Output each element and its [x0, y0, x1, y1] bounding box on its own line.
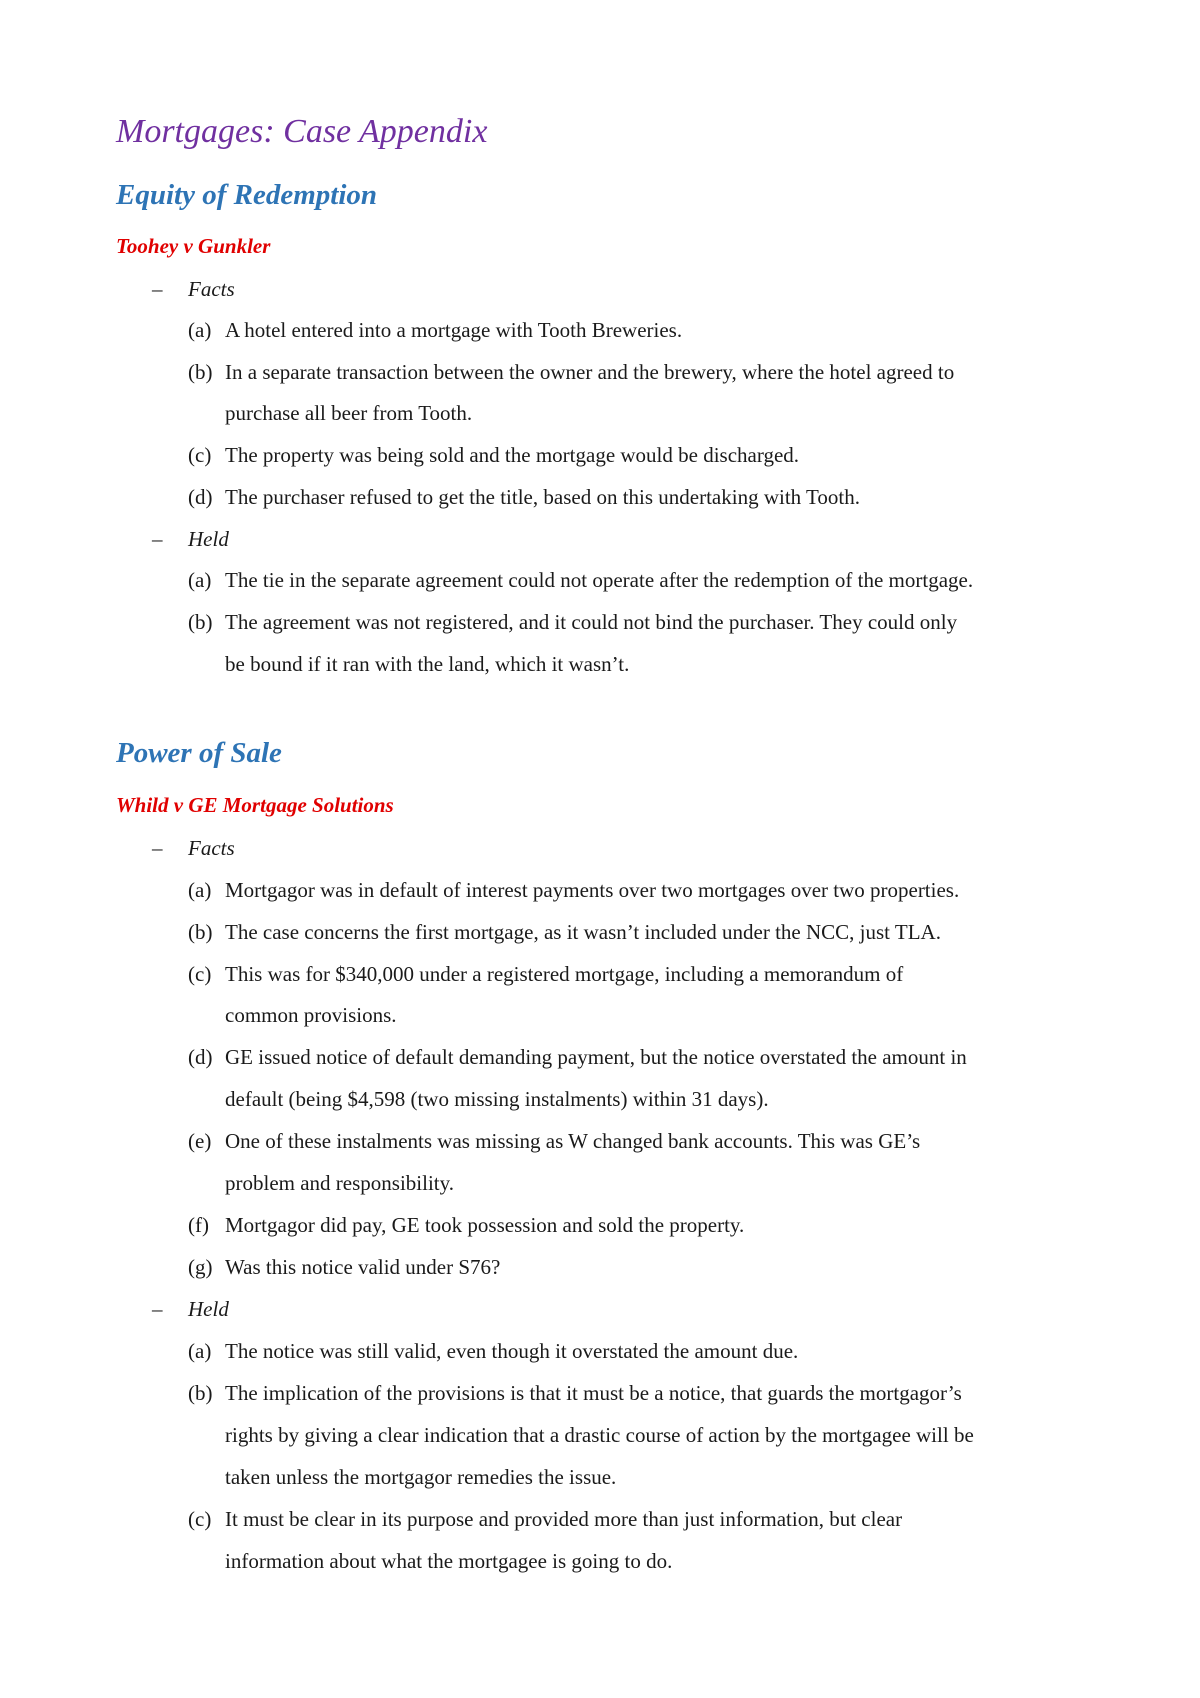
list-item — [188, 878, 959, 903]
list-item — [188, 920, 941, 945]
item-text: Mortgagor was in default of interest payments over two mortgages over two properties. — [225, 878, 960, 902]
item-text-continued: common provisions. — [225, 1003, 397, 1027]
list-item — [188, 360, 954, 385]
held-label: Held — [188, 1297, 229, 1321]
item-text: The agreement was not registered, and it could not bind the purchaser. They could only — [225, 610, 958, 634]
item-text: The implication of the provisions is that it must be a notice, that guards the mortgagor’s — [225, 1381, 962, 1405]
item-marker: (a) — [188, 878, 212, 902]
list-item — [188, 1381, 962, 1406]
item-marker: (b) — [188, 610, 213, 634]
item-marker: (b) — [188, 1381, 213, 1405]
list-item — [188, 1507, 902, 1532]
dash-bullet: – — [152, 277, 163, 301]
list-item — [188, 318, 682, 343]
item-marker: (c) — [188, 443, 212, 467]
list-item — [188, 568, 973, 593]
item-text: It must be clear in its purpose and provided more than just information, but clear — [225, 1507, 903, 1531]
item-text: A hotel entered into a mortgage with Tooth Breweries. — [225, 318, 683, 342]
list-item — [188, 1213, 744, 1238]
list-item — [188, 1339, 798, 1364]
item-marker: (e) — [188, 1129, 212, 1153]
case-name: Toohey v Gunkler — [116, 234, 271, 258]
list-item — [188, 1255, 500, 1280]
item-text: The notice was still valid, even though it overstated the amount due. — [225, 1339, 799, 1363]
item-text-continued: taken unless the mortgagor remedies the issue. — [225, 1465, 617, 1489]
item-text-continued: purchase all beer from Tooth. — [225, 401, 473, 425]
case-name: Whild v GE Mortgage Solutions — [116, 793, 394, 817]
item-marker: (f) — [188, 1213, 209, 1237]
list-item — [188, 962, 903, 987]
item-marker: (b) — [188, 360, 213, 384]
dash-bullet: – — [152, 1297, 163, 1321]
item-marker: (d) — [188, 485, 213, 509]
item-marker: (d) — [188, 1045, 213, 1069]
list-item — [188, 485, 860, 510]
item-text: One of these instalments was missing as W changed bank accounts. This was GE’s — [225, 1129, 921, 1153]
document-title: Mortgages: Case Appendix — [116, 113, 488, 150]
facts-bullet — [152, 836, 235, 861]
list-item — [188, 1129, 920, 1154]
section-heading: Equity of Redemption — [116, 179, 377, 211]
item-text: The case concerns the first mortgage, as it wasn’t included under the NCC, just TLA. — [225, 920, 941, 944]
item-text-continued: information about what the mortgagee is going to do. — [225, 1549, 673, 1573]
item-text: In a separate transaction between the owner and the brewery, where the hotel agreed to — [225, 360, 955, 384]
list-item — [188, 443, 799, 468]
item-marker: (a) — [188, 568, 212, 592]
item-marker: (c) — [188, 1507, 212, 1531]
item-text: The purchaser refused to get the title, based on this undertaking with Tooth. — [225, 485, 860, 509]
item-text: Was this notice valid under S76? — [225, 1255, 501, 1279]
item-text: This was for $340,000 under a registered mortgage, including a memorandum of — [225, 962, 904, 986]
facts-label: Facts — [188, 277, 235, 301]
section-heading: Power of Sale — [116, 737, 282, 769]
held-label: Held — [188, 527, 229, 551]
facts-label: Facts — [188, 836, 235, 860]
list-item — [188, 1045, 967, 1070]
item-text: Mortgagor did pay, GE took possession and sold the property. — [225, 1213, 745, 1237]
item-text-continued: default (being $4,598 (two missing instalments) within 31 days). — [225, 1087, 769, 1111]
item-marker: (a) — [188, 318, 212, 342]
item-marker: (b) — [188, 920, 213, 944]
item-marker: (g) — [188, 1255, 213, 1279]
dash-bullet: – — [152, 836, 163, 860]
item-text: GE issued notice of default demanding payment, but the notice overstated the amount in — [225, 1045, 967, 1069]
item-text-continued: problem and responsibility. — [225, 1171, 455, 1195]
item-text-continued: be bound if it ran with the land, which it wasn’t. — [225, 652, 630, 676]
item-marker: (a) — [188, 1339, 212, 1363]
facts-bullet — [152, 277, 235, 302]
item-text: The tie in the separate agreement could not operate after the redemption of the mortgage. — [225, 568, 974, 592]
held-bullet — [152, 1297, 229, 1322]
list-item — [188, 610, 957, 635]
held-bullet — [152, 527, 229, 552]
item-marker: (c) — [188, 962, 212, 986]
item-text: The property was being sold and the mortgage would be discharged. — [225, 443, 800, 467]
item-text-continued: rights by giving a clear indication that a drastic course of action by the mortgagee will be — [225, 1423, 974, 1447]
dash-bullet: – — [152, 527, 163, 551]
